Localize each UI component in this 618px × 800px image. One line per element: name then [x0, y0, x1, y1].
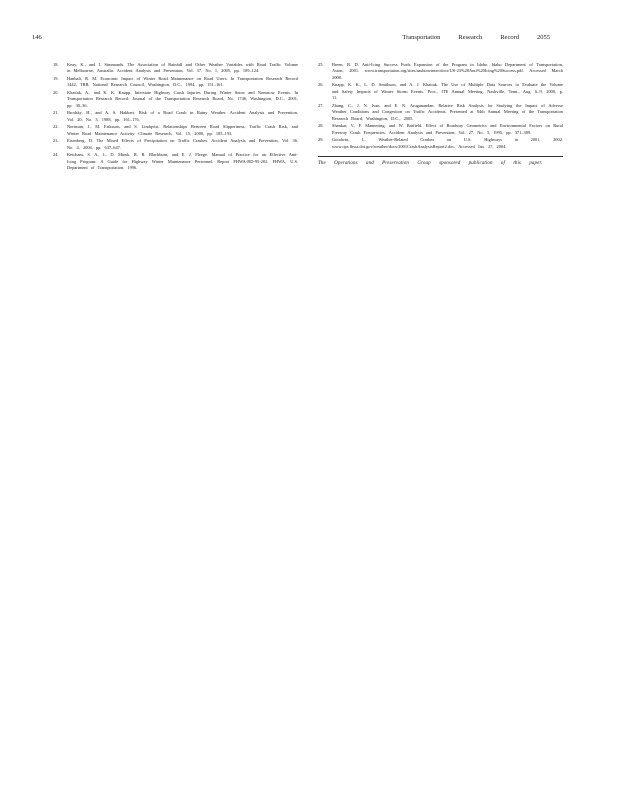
reference-number: 25.	[318, 62, 324, 67]
page-header	[32, 34, 550, 44]
sponsor-note: The Operations and Preservation Group sponsored publication of this paper.	[318, 161, 543, 167]
reference-text: Ketcham, S. A., L. D. Minsk, R. R. Blackburn, and E. J. Fleege. Manual of Practice for an Effective Anti-Icing Program: A Guide for Highway Winter Maintenance Personnel. Report FHWA-RD-95-202. FHWA, U.S. Department of Transportation, 1996.	[67, 152, 298, 171]
reference-item	[318, 82, 563, 101]
reference-number: 24.	[53, 152, 59, 158]
running-head-word: Transportation	[402, 34, 441, 41]
reference-text: Shankar, V., F. Mannering, and W. Barfield. Effect of Roadway Geometrics and Environmental Factors on Rural Freeway Crash Frequencies. Accident Analysis and Prevention, Vol. 27, No. 3, 1995, pp. 371–389.	[332, 123, 563, 135]
reference-text: Goodwin, L. Weather-Related Crashes on U.S. Highways in 2001. 2002. www.ops.fhwa.dot.gov/weather/docs/2001CrashAnalysisReport2.doc. Accessed Jan. 27, 2004.	[332, 137, 563, 149]
reference-item	[53, 152, 298, 171]
reference-item	[53, 124, 298, 137]
reference-text: Khattak, A., and K. K. Knapp. Interstate Highway Crash Injuries During Winter Snow and Nonsnow Events. In Transportation Research Record: Journal of the Transportation Research Board, No. 1746, Washington, D.C., 2001, pp. 30–36.	[67, 90, 298, 108]
reference-number: 18.	[53, 62, 59, 67]
reference-item	[318, 103, 563, 122]
reference-text: Brodsky, H., and A. S. Hakkert. Risk of a Road Crash in Rainy Weather. Accident Analysis and Prevention, Vol. 20, No. 3, 1988, pp. 161–176.	[67, 110, 298, 122]
reference-number: 28.	[318, 123, 324, 129]
reference-number: 27.	[318, 102, 324, 108]
reference-text: Norrman, J., M. Eriksson, and S. Lindqvist. Relationships Between Road Slipperiness, Traffic Crash Risk, and Winter Road Maintenance Activity. Climate Research, Vol. 15, 2000, pp. 185–193.	[67, 124, 298, 136]
reference-item	[53, 138, 298, 151]
reference-item	[53, 76, 298, 89]
reference-number: 19.	[53, 76, 59, 81]
reference-number: 20.	[53, 90, 59, 95]
reference-number: 22.	[53, 124, 59, 130]
reference-item	[318, 62, 563, 81]
reference-text: Hanbali, R. M. Economic Impact of Winter Road Maintenance on Road Users. In Transportation Research Record 1442, TRB, National Research Council, Washington, D.C., 1994, pp. 151–161.	[67, 76, 298, 88]
reference-number: 23.	[53, 138, 59, 144]
reference-item	[318, 123, 563, 136]
reference-item	[318, 137, 563, 150]
reference-text: Knapp, K. K., L. D. Smithson, and A. J. Khattak. The Use of Multiple Data Sources to Evaluate the Volume and Safety Impacts of Winter Storm Events. Proc., ITE Annual Meeting, Nashville, Tenn., Aug. 6–9, 2000, p. 11.	[332, 82, 563, 101]
section-divider	[318, 156, 563, 157]
references-right-column	[318, 62, 563, 166]
running-head-word: Record	[500, 34, 519, 41]
references-left-column	[53, 62, 298, 173]
reference-number: 26.	[318, 82, 324, 88]
running-head	[402, 34, 550, 41]
reference-text: Keay, K., and I. Simmonds. The Association of Rainfall and Other Weather Variables with Road Traffic Volume in Melbourne, Australia. Accident Analysis and Prevention, Vol. 37, No. 1, 2005, pp. 109–124.	[67, 62, 298, 74]
reference-text: Zhang, C., J. N. Ivan, and E. N. Aruganandan. Relative Risk Analysis for Studying the Impact of Adverse Weather Conditions and Congestion on Traffic Accidents. Presented at 84th Annual Meeting of the Transportation Research Board, Washington, D.C., 2005.	[332, 102, 563, 121]
reference-item	[53, 90, 298, 109]
reference-item	[53, 110, 298, 123]
reference-item	[53, 62, 298, 75]
page-number: 146	[32, 34, 42, 41]
reference-text: Eisenberg, D. The Mixed Effects of Precipitation on Traffic Crashes. Accident Analysis and Prevention, Vol. 36, No. 4, 2004, pp. 637–647.	[67, 138, 298, 150]
reference-number: 21.	[53, 110, 59, 116]
running-head-word: 2055	[537, 34, 550, 41]
running-head-word: Research	[458, 34, 483, 41]
reference-number: 29.	[318, 137, 324, 143]
reference-text: Breen, B. D. Anti-Icing Success Fuels Expansion of the Program in Idaho. Idaho Department of Transportation, Aston, 2001. www.transportation.org/sites/aashtowinter/docs/US-23%20Anti%20Icing%20Success.pdf. Accessed March 2008.	[332, 62, 563, 80]
